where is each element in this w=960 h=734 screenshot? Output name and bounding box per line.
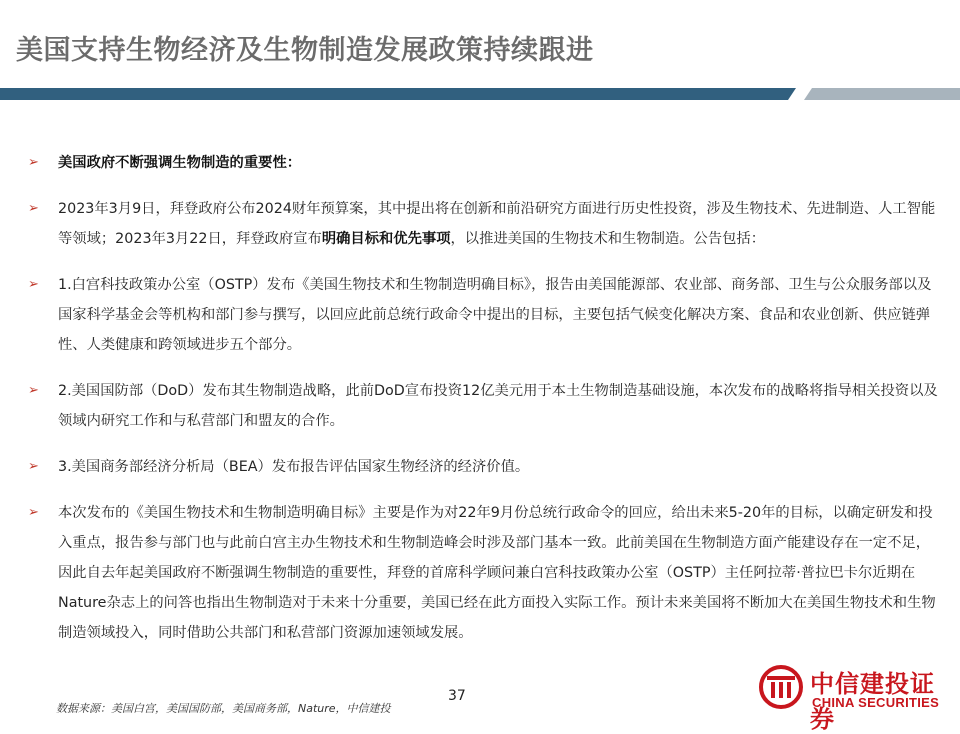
- bullet-item: [28, 376, 938, 436]
- chevron-right-icon: ➢: [28, 155, 39, 170]
- page-number: 37: [448, 688, 466, 704]
- chevron-right-icon: ➢: [28, 505, 39, 520]
- chevron-right-icon: ➢: [28, 277, 39, 292]
- bullet-item: [28, 498, 938, 648]
- bullet-item: [28, 270, 938, 360]
- header-divider-band: [0, 88, 960, 100]
- chevron-right-icon: ➢: [28, 383, 39, 398]
- bullet-text-bold: 美国政府不断强调生物制造的重要性：: [58, 155, 302, 171]
- logo-name-en: CHINA SECURITIES: [812, 695, 940, 710]
- logo-name-cn: 中信建投证券: [810, 670, 935, 733]
- bullet-item: [28, 452, 938, 482]
- chevron-right-icon: ➢: [28, 459, 39, 474]
- bullet-text: ，以推进美国的生物技术和生物制造。公告包括：: [450, 231, 766, 247]
- bullet-item: [28, 148, 938, 178]
- bullet-item: [28, 194, 938, 254]
- citic-logo-icon: [758, 664, 804, 710]
- bullet-text: 2.美国国防部（DoD）发布其生物制造战略，此前DoD宣布投资12亿美元用于本土生物制造基础设施，本次发布的战略将指导相关投资以及领域内研究工作和与私营部门和盟友的合作。: [58, 383, 938, 429]
- bullet-list: [28, 148, 938, 664]
- chevron-right-icon: ➢: [28, 201, 39, 216]
- bullet-text: 本次发布的《美国生物技术和生物制造明确目标》主要是作为对22年9月份总统行政命令的回应，给出未来5-20年的目标，以确定研发和投入重点，报告参与部门也与此前白宫主办生物技术和生物制造峰会时涉及部门基本一致。此前美国在生物制造方面产能建设存在一定不足，因此自去年起美国政府不断强调生物制造的重要性，拜登的首席科学顾问兼白宫科技政策办公室（OSTP）主任阿拉蒂·普拉巴卡尔近期在Nature杂志上的问答也指出生物制造对于未来十分重要，美国已经在此方面投入实际工作。预计未来美国将不断加大在美国生物技术和生物制造领域投入，同时借助公共部门和私营部门资源加速领域发展。: [58, 505, 936, 641]
- bullet-text: 3.美国商务部经济分析局（BEA）发布报告评估国家生物经济的经济价值。: [58, 459, 530, 475]
- source-note: 数据来源：美国白宫，美国国防部，美国商务部，Nature，中信建投: [56, 702, 391, 715]
- bullet-text-bold: 明确目标和优先事项: [321, 231, 451, 247]
- company-logo: [758, 662, 958, 733]
- bullet-text: 2023年3月9日，拜登政府公布2024财年预算案，其中提出将在创新和前沿研究方面进行历史性投资，涉及生物技术、先进制造、人工智能等领域；2023年3月22日，拜登政府宣布: [58, 201, 936, 247]
- bullet-text: 1.白宫科技政策办公室（OSTP）发布《美国生物技术和生物制造明确目标》，报告由美国能源部、农业部、商务部、卫生与公众服务部以及国家科学基金会等机构和部门参与撰写，以回应此前总统行政命令中提出的目标，主要包括气候变化解决方案、食品和农业创新、供应链弹性、人类健康和跨领域进步五个部分。: [58, 277, 932, 353]
- page-title: 美国支持生物经济及生物制造发展政策持续跟进: [16, 35, 594, 66]
